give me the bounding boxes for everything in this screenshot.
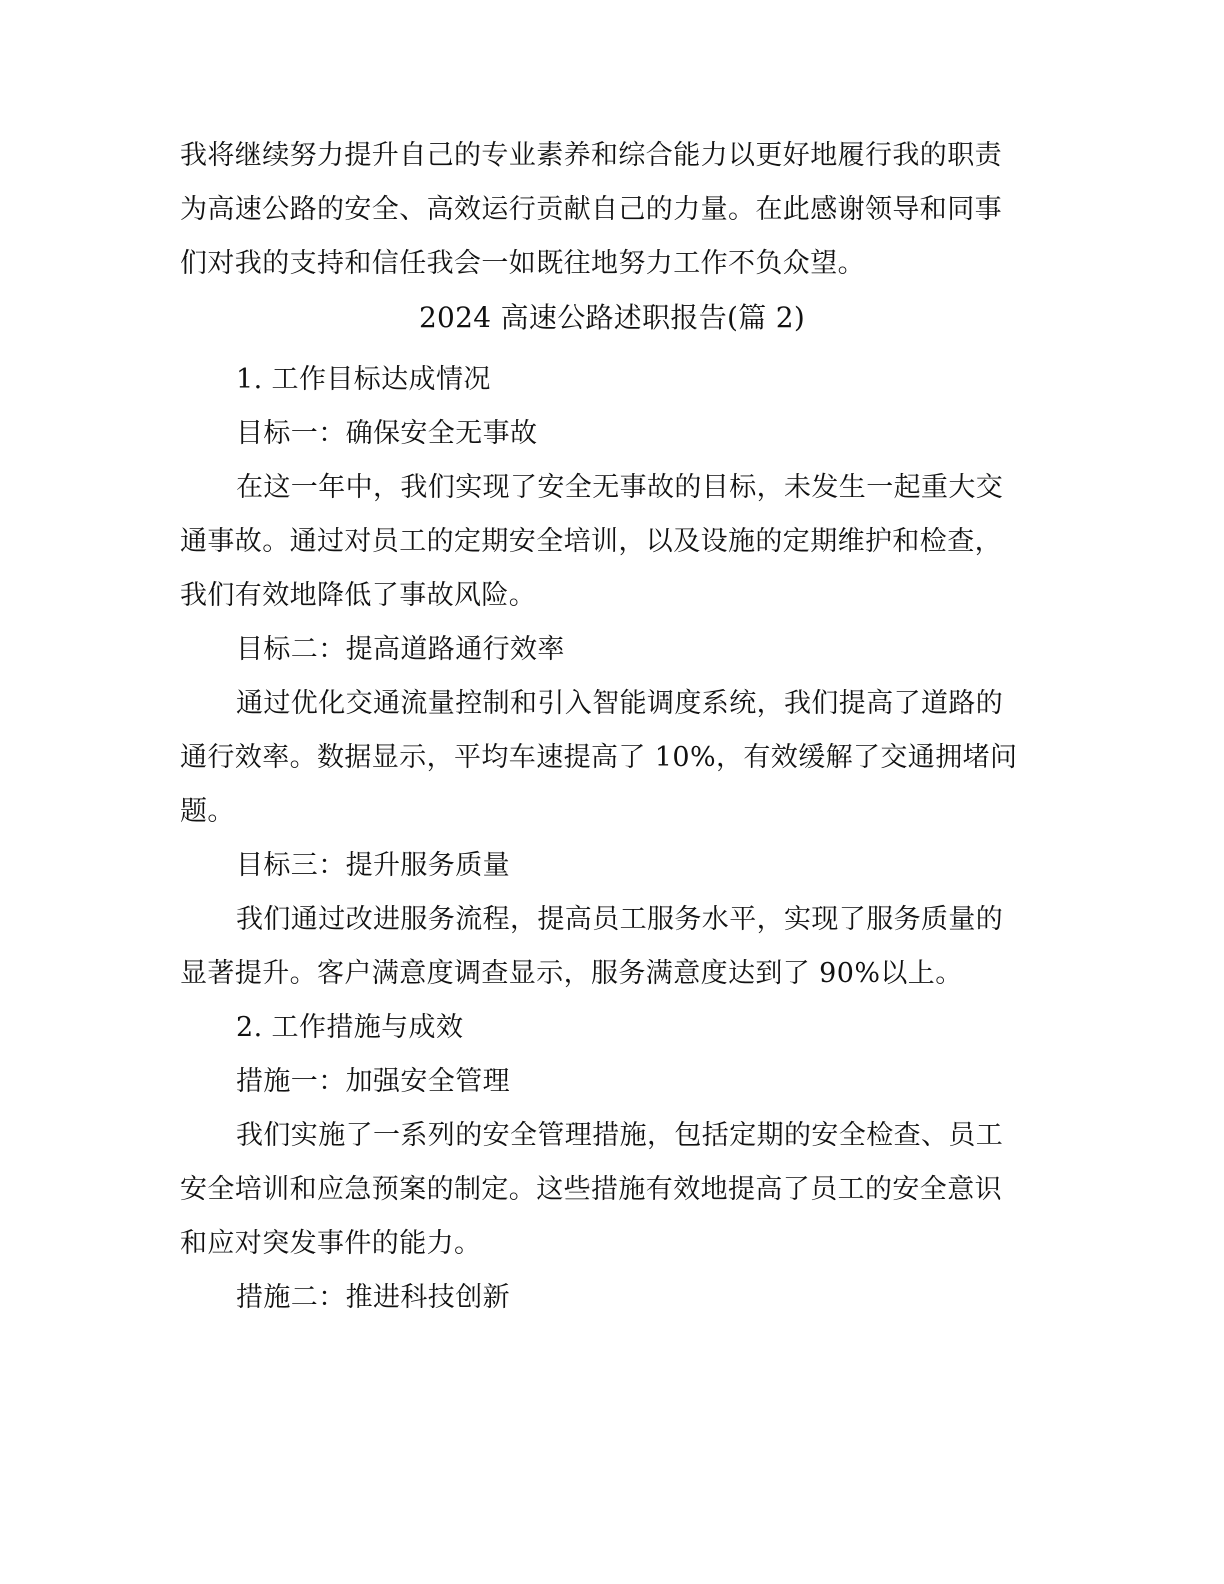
section-title: 2024 高速公路述职报告(篇 2) bbox=[418, 301, 806, 334]
paragraph-line: 和应对突发事件的能力。 bbox=[180, 1228, 482, 1259]
paragraph-line: 我们实施了一系列的安全管理措施，包括定期的安全检查、员工 bbox=[236, 1120, 1004, 1151]
paragraph-line: 们对我的支持和信任我会一如既往地努力工作不负众望。 bbox=[180, 248, 865, 279]
paragraph-line: 我将继续努力提升自己的专业素养和综合能力以更好地履行我的职责 bbox=[180, 140, 1002, 171]
paragraph-line: 在这一年中，我们实现了安全无事故的目标，未发生一起重大交 bbox=[236, 472, 1004, 503]
subheading-measure-2: 措施二：推进科技创新 bbox=[236, 1282, 510, 1313]
paragraph-line: 显著提升。客户满意度调查显示，服务满意度达到了 90%以上。 bbox=[180, 958, 963, 989]
paragraph-line: 安全培训和应急预案的制定。这些措施有效地提高了员工的安全意识 bbox=[180, 1174, 1002, 1205]
paragraph-line: 我们通过改进服务流程，提高员工服务水平，实现了服务质量的 bbox=[236, 904, 1004, 935]
paragraph-line: 通过优化交通流量控制和引入智能调度系统，我们提高了道路的 bbox=[236, 688, 1004, 719]
paragraph-line: 为高速公路的安全、高效运行贡献自己的力量。在此感谢领导和同事 bbox=[180, 194, 1002, 225]
subheading-goal-3: 目标三：提升服务质量 bbox=[236, 850, 510, 881]
paragraph-line: 题。 bbox=[180, 796, 235, 827]
subheading-goal-1: 目标一：确保安全无事故 bbox=[236, 418, 538, 449]
subheading-measure-1: 措施一：加强安全管理 bbox=[236, 1066, 510, 1097]
paragraph-line: 我们有效地降低了事故风险。 bbox=[180, 580, 537, 611]
heading-work-measures: 2. 工作措施与成效 bbox=[236, 1012, 464, 1043]
heading-work-goals: 1. 工作目标达成情况 bbox=[236, 364, 491, 395]
paragraph-line: 通行效率。数据显示，平均车速提高了 10%，有效缓解了交通拥堵问 bbox=[180, 742, 1018, 773]
subheading-goal-2: 目标二：提高道路通行效率 bbox=[236, 634, 565, 665]
paragraph-line: 通事故。通过对员工的定期安全培训，以及设施的定期维护和检查， bbox=[180, 526, 1002, 557]
